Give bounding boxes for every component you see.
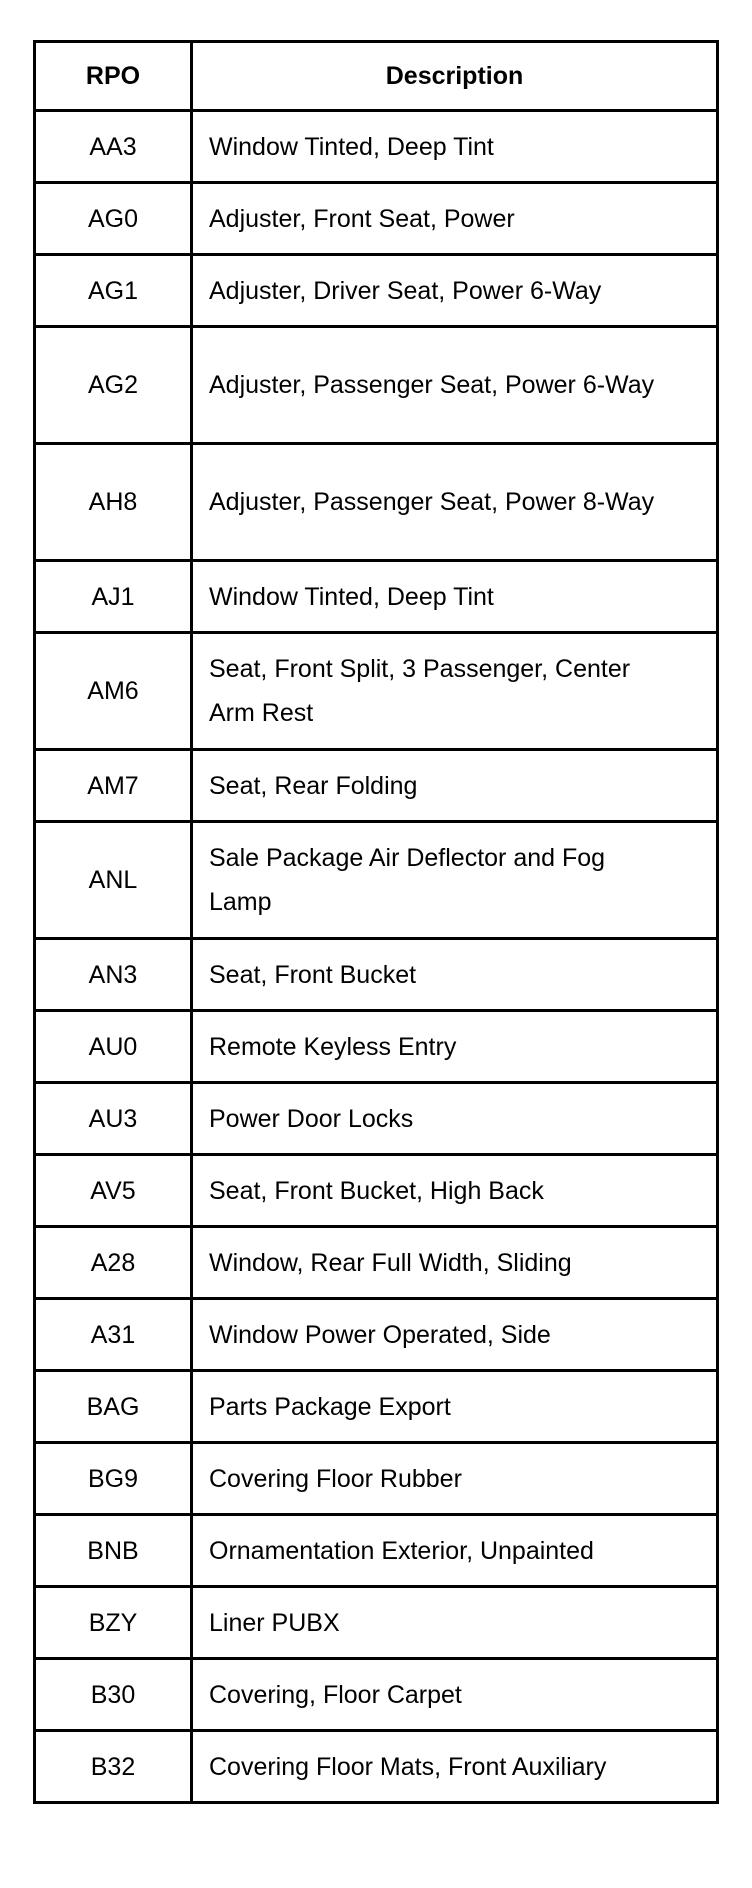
rpo-table — [33, 40, 719, 1804]
rpo-code-cell: BZY — [35, 1587, 192, 1659]
description-cell: Sale Package Air Deflector and Fog Lamp — [192, 822, 718, 939]
description-cell: Window Tinted, Deep Tint — [192, 561, 718, 633]
rpo-code-cell: AV5 — [35, 1155, 192, 1227]
description-cell: Power Door Locks — [192, 1083, 718, 1155]
description-cell: Window Tinted, Deep Tint — [192, 111, 718, 183]
table-row — [35, 1659, 718, 1731]
rpo-code-cell: A28 — [35, 1227, 192, 1299]
rpo-code-cell: BAG — [35, 1371, 192, 1443]
rpo-code-cell: ANL — [35, 822, 192, 939]
description-cell: Covering Floor Rubber — [192, 1443, 718, 1515]
rpo-code-cell: AG2 — [35, 327, 192, 444]
table-row — [35, 1227, 718, 1299]
description-cell: Liner PUBX — [192, 1587, 718, 1659]
table-row — [35, 1011, 718, 1083]
table-row — [35, 444, 718, 561]
description-cell: Ornamentation Exterior, Unpainted — [192, 1515, 718, 1587]
rpo-code-cell: A31 — [35, 1299, 192, 1371]
table-row — [35, 1731, 718, 1803]
description-cell: Covering, Floor Carpet — [192, 1659, 718, 1731]
table-row — [35, 327, 718, 444]
description-cell: Seat, Rear Folding — [192, 750, 718, 822]
description-cell: Window Power Operated, Side — [192, 1299, 718, 1371]
table-row — [35, 633, 718, 750]
description-cell: Seat, Front Bucket, High Back — [192, 1155, 718, 1227]
rpo-code-cell: AG1 — [35, 255, 192, 327]
table-row — [35, 1155, 718, 1227]
table-row — [35, 1443, 718, 1515]
table-row — [35, 561, 718, 633]
description-cell: Adjuster, Passenger Seat, Power 8-Way — [192, 444, 718, 561]
rpo-code-cell: AA3 — [35, 111, 192, 183]
rpo-code-cell: AN3 — [35, 939, 192, 1011]
rpo-code-cell: AM6 — [35, 633, 192, 750]
table-row — [35, 750, 718, 822]
rpo-code-cell: B30 — [35, 1659, 192, 1731]
rpo-code-cell: AG0 — [35, 183, 192, 255]
rpo-code-cell: AJ1 — [35, 561, 192, 633]
table-row — [35, 1587, 718, 1659]
description-cell: Remote Keyless Entry — [192, 1011, 718, 1083]
table-header-row — [35, 42, 718, 111]
rpo-code-cell: BG9 — [35, 1443, 192, 1515]
rpo-code-cell: AU3 — [35, 1083, 192, 1155]
description-cell: Seat, Front Bucket — [192, 939, 718, 1011]
description-cell: Parts Package Export — [192, 1371, 718, 1443]
rpo-code-cell: AM7 — [35, 750, 192, 822]
rpo-code-cell: BNB — [35, 1515, 192, 1587]
description-cell: Seat, Front Split, 3 Passenger, Center Arm Rest — [192, 633, 718, 750]
table-row — [35, 1515, 718, 1587]
rpo-code-cell: AH8 — [35, 444, 192, 561]
table-row — [35, 183, 718, 255]
column-header-description: Description — [192, 42, 718, 111]
description-cell: Adjuster, Driver Seat, Power 6-Way — [192, 255, 718, 327]
rpo-code-cell: AU0 — [35, 1011, 192, 1083]
table-row — [35, 1371, 718, 1443]
table-row — [35, 1299, 718, 1371]
table-row — [35, 255, 718, 327]
description-cell: Adjuster, Passenger Seat, Power 6-Way — [192, 327, 718, 444]
table-row — [35, 111, 718, 183]
table-row — [35, 939, 718, 1011]
description-cell: Adjuster, Front Seat, Power — [192, 183, 718, 255]
description-cell: Covering Floor Mats, Front Auxiliary — [192, 1731, 718, 1803]
table-row — [35, 1083, 718, 1155]
description-cell: Window, Rear Full Width, Sliding — [192, 1227, 718, 1299]
rpo-code-cell: B32 — [35, 1731, 192, 1803]
column-header-rpo: RPO — [35, 42, 192, 111]
table-row — [35, 822, 718, 939]
